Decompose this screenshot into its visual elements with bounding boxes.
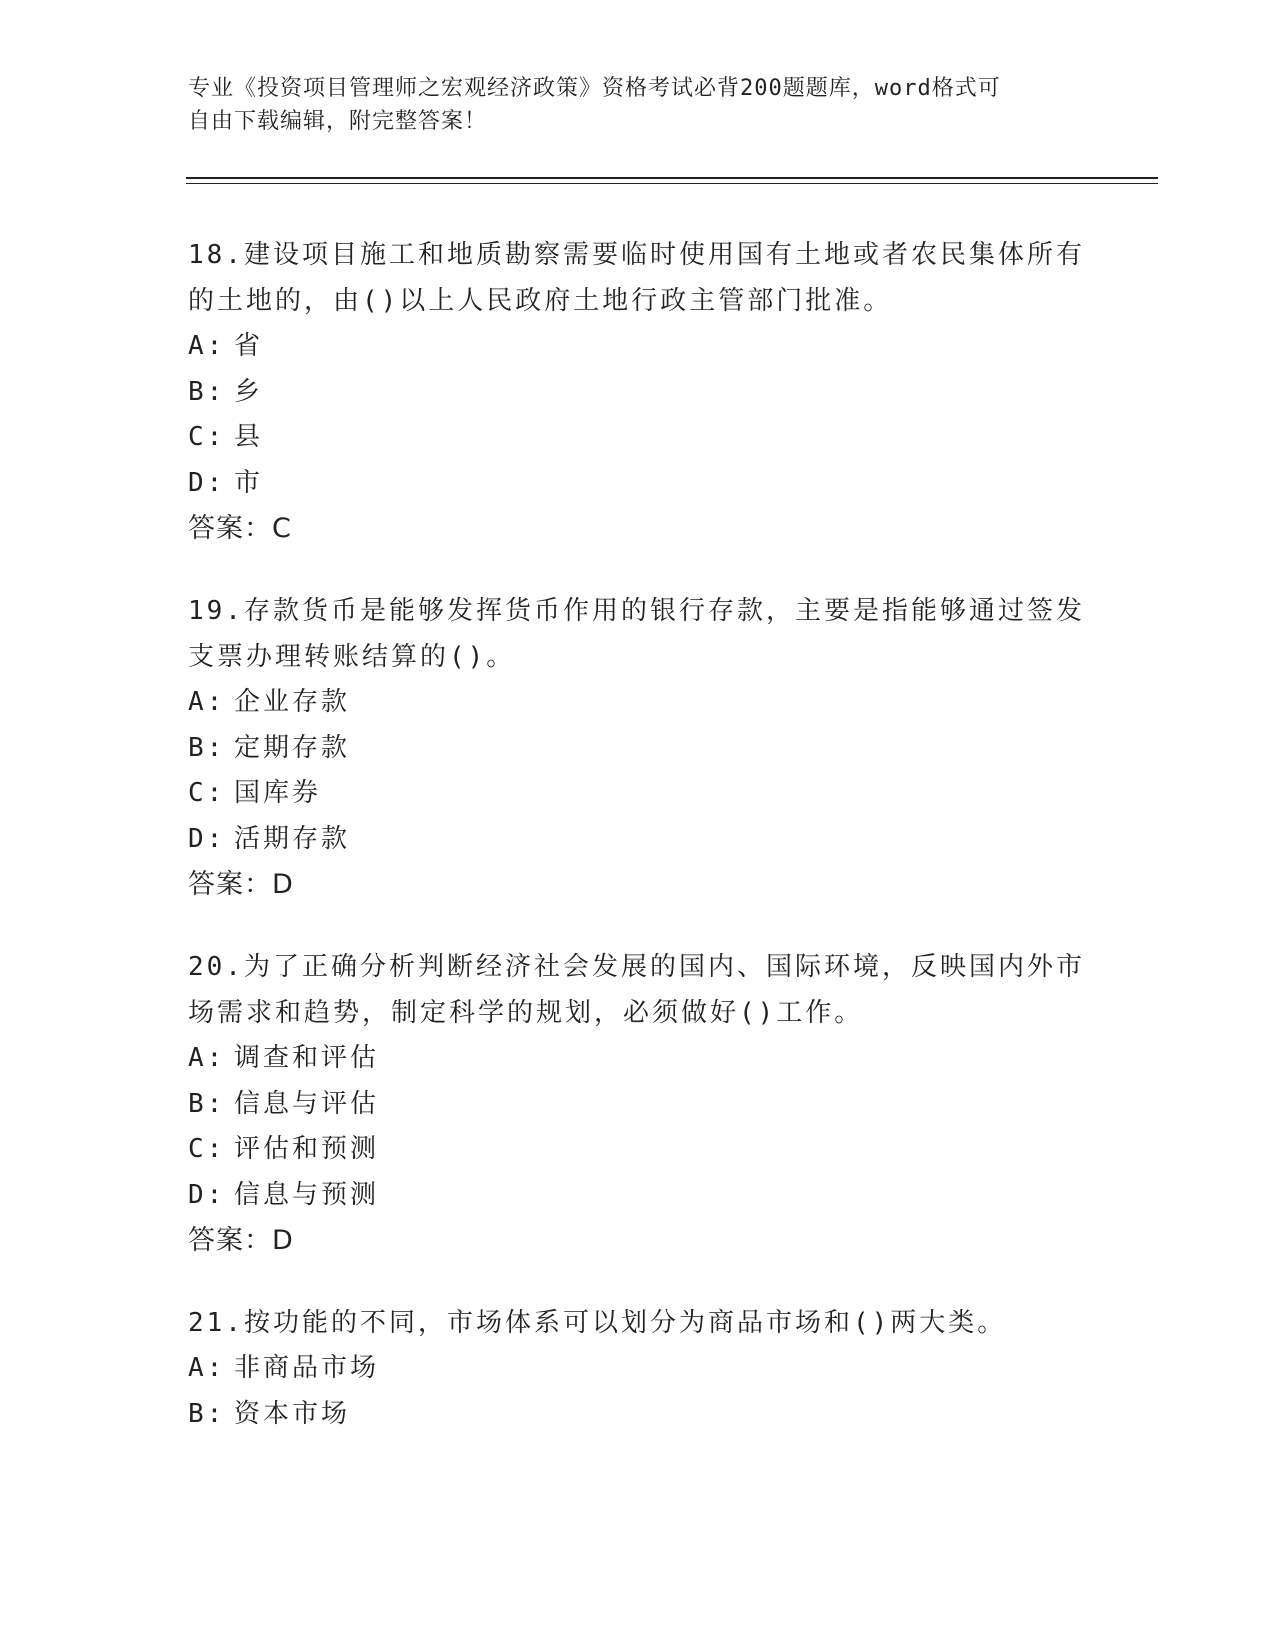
option-letter: A: [188, 687, 226, 717]
option-b [188, 1082, 1088, 1128]
option-b [188, 726, 1088, 772]
stem-line: 场需求和趋势，制定科学的规划，必须做好()工作。 [188, 998, 864, 1028]
option-letter: C: [188, 1134, 226, 1164]
option-a [188, 1346, 1088, 1392]
option-c [188, 415, 1088, 461]
document-header [188, 72, 1068, 138]
answer: 答案：D [188, 869, 294, 900]
option-text: 国库券 [234, 778, 322, 808]
header-rule-thick [186, 177, 1158, 179]
option-letter: D: [188, 1179, 226, 1210]
option-text: 调查和评估 [234, 1043, 380, 1073]
option-text: 定期存款 [234, 732, 351, 763]
header-line-1: 专业《投资项目管理师之宏观经济政策》资格考试必背200题题库，word格式可 [188, 76, 1001, 101]
option-text: 县 [234, 422, 264, 452]
option-letter: D: [188, 823, 226, 854]
stem-line: 20.为了正确分析判断经济社会发展的国内、国际环境，反映国内外市 [188, 952, 1085, 982]
header-line-2: 自由下载编辑，附完整答案！ [188, 109, 488, 134]
option-text: 信息与预测 [234, 1179, 380, 1210]
option-letter: A: [188, 331, 226, 361]
question-20 [188, 944, 1088, 1264]
option-letter: B: [188, 732, 226, 763]
stem-line: 18.建设项目施工和地质勘察需要临时使用国有土地或者农民集体所有 [188, 240, 1085, 270]
option-c [188, 771, 1088, 817]
header-rule-thin [186, 183, 1158, 184]
option-text: 评估和预测 [234, 1134, 380, 1164]
option-letter: B: [188, 376, 226, 407]
question-18 [188, 232, 1088, 552]
question-stem [188, 944, 1088, 1036]
stem-line: 的土地的，由()以上人民政府土地行政主管部门批准。 [188, 286, 893, 316]
option-letter: D: [188, 467, 226, 498]
option-text: 省 [234, 331, 264, 361]
option-b [188, 1392, 1088, 1438]
option-b [188, 370, 1088, 416]
option-d [188, 461, 1088, 507]
stem-line: 19.存款货币是能够发挥货币作用的银行存款，主要是指能够通过签发 [188, 596, 1085, 626]
option-letter: C: [188, 778, 226, 808]
option-text: 资本市场 [234, 1398, 351, 1429]
question-stem [188, 1300, 1088, 1346]
option-text: 活期存款 [234, 823, 351, 854]
answer: 答案：D [188, 1225, 294, 1256]
option-a [188, 1036, 1088, 1082]
option-text: 企业存款 [234, 687, 351, 717]
option-text: 乡 [234, 376, 264, 407]
option-letter: C: [188, 422, 226, 452]
option-a [188, 680, 1088, 726]
option-text: 非商品市场 [234, 1353, 380, 1383]
option-letter: B: [188, 1088, 226, 1119]
answer: 答案：C [188, 513, 292, 544]
question-21 [188, 1300, 1088, 1437]
question-stem [188, 232, 1088, 324]
option-a [188, 324, 1088, 370]
option-letter: A: [188, 1043, 226, 1073]
option-text: 信息与评估 [234, 1088, 380, 1119]
stem-line: 21.按功能的不同，市场体系可以划分为商品市场和()两大类。 [188, 1308, 1007, 1338]
option-d [188, 1173, 1088, 1219]
option-text: 市 [234, 467, 264, 498]
question-stem [188, 588, 1088, 680]
question-19 [188, 588, 1088, 908]
stem-line: 支票办理转账结算的()。 [188, 642, 516, 672]
option-d [188, 817, 1088, 863]
option-letter: A: [188, 1353, 226, 1383]
question-list [188, 232, 1088, 1473]
option-letter: B: [188, 1398, 226, 1429]
option-c [188, 1127, 1088, 1173]
